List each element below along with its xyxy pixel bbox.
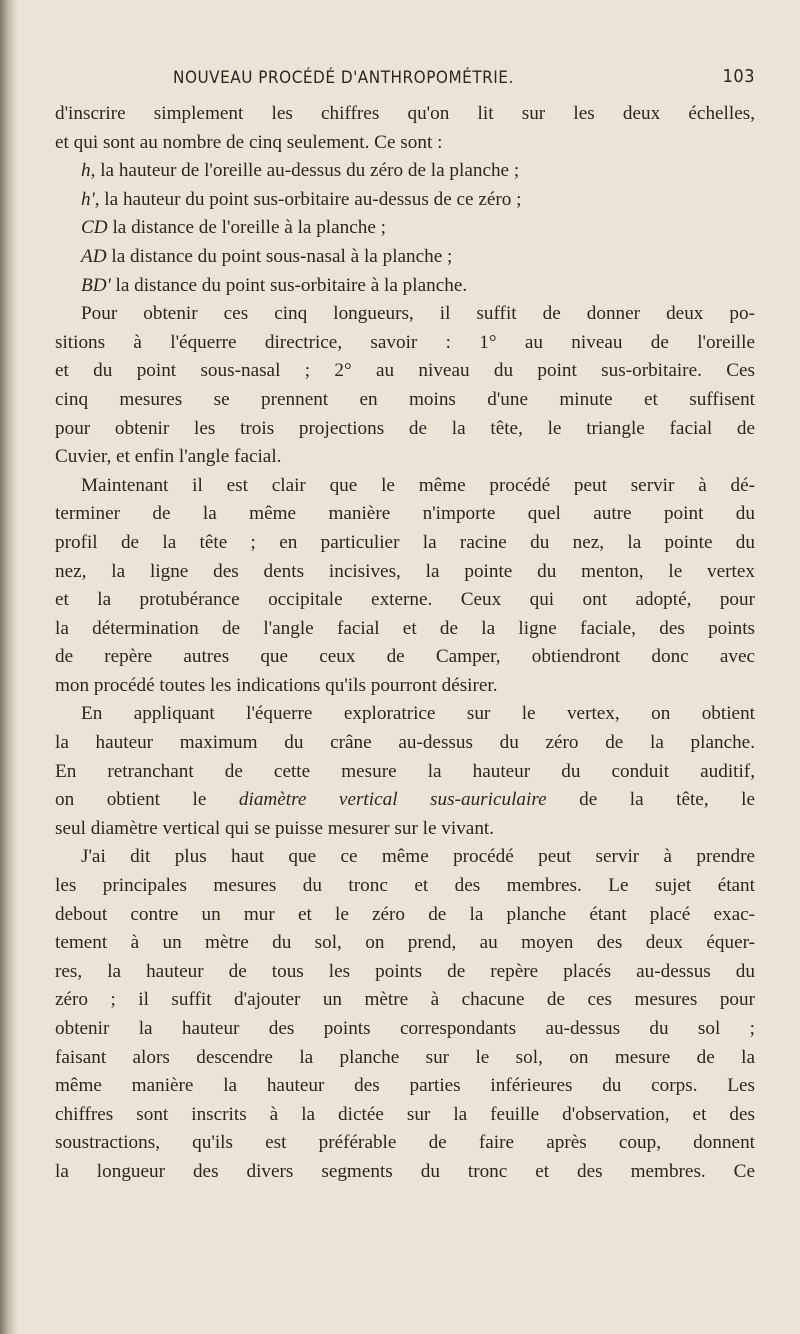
- text-line: [55, 986, 755, 1015]
- text-line: [55, 615, 755, 644]
- text-line: [55, 329, 755, 358]
- text-run: soustractions, qu'ils est préférable de faire après coup, donnent: [55, 1132, 755, 1154]
- text-run: les principales mesures du tronc et des membres. Le sujet étant: [55, 875, 755, 897]
- body-text: [55, 100, 755, 1187]
- text-run: obtenir la hauteur des points correspondants au-dessus du sol ;: [55, 1018, 755, 1039]
- text-line: [55, 815, 755, 844]
- text-run: et la protubérance occipitale externe. Ceux qui ont adopté, pour: [55, 589, 755, 611]
- text-run: la distance du point sous-nasal à la planche ;: [106, 245, 453, 267]
- text-run: profil de la tête ; en particulier la racine du nez, la pointe du: [55, 531, 755, 553]
- italic-label: CD: [81, 217, 108, 239]
- text-run: nez, la ligne des dents incisives, la pointe du menton, le vertex: [55, 560, 755, 582]
- italic-label: BD': [81, 274, 111, 296]
- text-run: cinq mesures se prennent en moins d'une minute et suffisent: [55, 388, 755, 410]
- text-line: [55, 872, 755, 901]
- text-run: même manière la hauteur des parties inférieures du corps. Les: [55, 1075, 755, 1097]
- text-line: [55, 243, 755, 272]
- book-spine-shadow: [0, 0, 18, 1334]
- text-line: [55, 786, 755, 815]
- text-run: la distance du point sus-orbitaire à la planche.: [110, 274, 468, 296]
- text-run: la longueur des divers segments du tronc et des membres. Ce: [55, 1160, 755, 1182]
- text-line: [55, 415, 755, 444]
- text-line: [55, 1129, 755, 1158]
- text-run: Maintenant il est clair que le même procédé peut servir à dé-: [81, 474, 755, 496]
- text-run: mon procédé toutes les indications qu'ils pourront désirer.: [55, 674, 498, 696]
- running-title: NOUVEAU PROCÉDÉ D'ANTHROPOMÉTRIE.: [173, 68, 514, 88]
- text-run: d'inscrire simplement les chiffres qu'on lit sur les deux échelles,: [55, 103, 755, 124]
- italic-label: h: [81, 160, 91, 182]
- text-line: [55, 214, 755, 243]
- text-line: [55, 1015, 755, 1044]
- page-header: [55, 60, 755, 94]
- text-run: terminer de la même manière n'importe quel autre point du: [55, 503, 755, 525]
- text-run: debout contre un mur et le zéro de la planche étant placé exac-: [55, 903, 755, 925]
- text-run: et du point sous-nasal ; 2° au niveau du point sus-orbitaire. Ces: [55, 360, 755, 382]
- text-run: sitions à l'équerre directrice, savoir : 1° au niveau de l'oreille: [55, 331, 755, 353]
- text-run: la hauteur maximum du crâne au-dessus du zéro de la planche.: [55, 732, 755, 754]
- text-line: [55, 386, 755, 415]
- page-number: 103: [722, 66, 755, 87]
- text-line: [55, 443, 755, 472]
- text-line: [55, 586, 755, 615]
- text-run: faisant alors descendre la planche sur le sol, on mesure de la: [55, 1046, 755, 1068]
- text-line: [55, 929, 755, 958]
- text-run: En appliquant l'équerre exploratrice sur le vertex, on obtient: [81, 703, 755, 725]
- text-line: [55, 186, 755, 215]
- text-line: [55, 1158, 755, 1187]
- text-run: tement à un mètre du sol, on prend, au moyen des deux équer-: [55, 932, 755, 954]
- text-run: de la tête, le: [546, 789, 755, 811]
- text-run: , la hauteur du point sus-orbitaire au-dessus de ce zéro ;: [94, 188, 522, 210]
- italic-label: AD: [81, 245, 107, 267]
- text-line: [55, 529, 755, 558]
- text-line: [55, 300, 755, 329]
- text-run: pour obtenir les trois projections de la tête, le triangle facial de: [55, 417, 755, 439]
- text-run: zéro ; il suffit d'ajouter un mètre à chacune de ces mesures pour: [55, 989, 755, 1011]
- text-line: [55, 958, 755, 987]
- text-line: [55, 1044, 755, 1073]
- text-run: , la hauteur de l'oreille au-dessus du zéro de la planche ;: [90, 160, 520, 182]
- text-line: [55, 157, 755, 186]
- text-run: la distance de l'oreille à la planche ;: [107, 217, 387, 239]
- text-run: Pour obtenir ces cinq longueurs, il suffit de donner deux po-: [81, 303, 755, 325]
- text-run: Cuvier, et enfin l'angle facial.: [55, 446, 282, 468]
- text-run: En retranchant de cette mesure la hauteur du conduit auditif,: [55, 760, 755, 782]
- text-run: res, la hauteur de tous les points de repère placés au-dessus du: [55, 960, 755, 982]
- text-line: [55, 357, 755, 386]
- book-page: [55, 60, 755, 1187]
- text-line: [55, 643, 755, 672]
- text-run: et qui sont au nombre de cinq seulement. Ce sont :: [55, 131, 443, 153]
- text-line: [55, 1101, 755, 1130]
- text-line: [55, 758, 755, 787]
- text-line: [55, 558, 755, 587]
- text-line: [55, 472, 755, 501]
- text-line: [55, 129, 755, 158]
- text-line: [55, 729, 755, 758]
- text-line: [55, 901, 755, 930]
- text-line: [55, 272, 755, 301]
- text-run: J'ai dit plus haut que ce même procédé peut servir à prendre: [81, 846, 755, 868]
- text-line: [55, 700, 755, 729]
- text-line: [55, 100, 755, 129]
- text-run: on obtient le: [55, 789, 239, 811]
- text-run: seul diamètre vertical qui se puisse mesurer sur le vivant.: [55, 817, 495, 839]
- text-line: [55, 1072, 755, 1101]
- italic-label: h': [81, 188, 95, 210]
- text-line: [55, 843, 755, 872]
- text-run: de repère autres que ceux de Camper, obtiendront donc avec: [55, 646, 755, 668]
- text-run: chiffres sont inscrits à la dictée sur la feuille d'observation, et des: [55, 1103, 755, 1125]
- text-line: [55, 672, 755, 701]
- text-line: [55, 500, 755, 529]
- italic-term: diamètre vertical sus-auriculaire: [238, 789, 547, 811]
- text-run: la détermination de l'angle facial et de la ligne faciale, des points: [55, 617, 755, 639]
